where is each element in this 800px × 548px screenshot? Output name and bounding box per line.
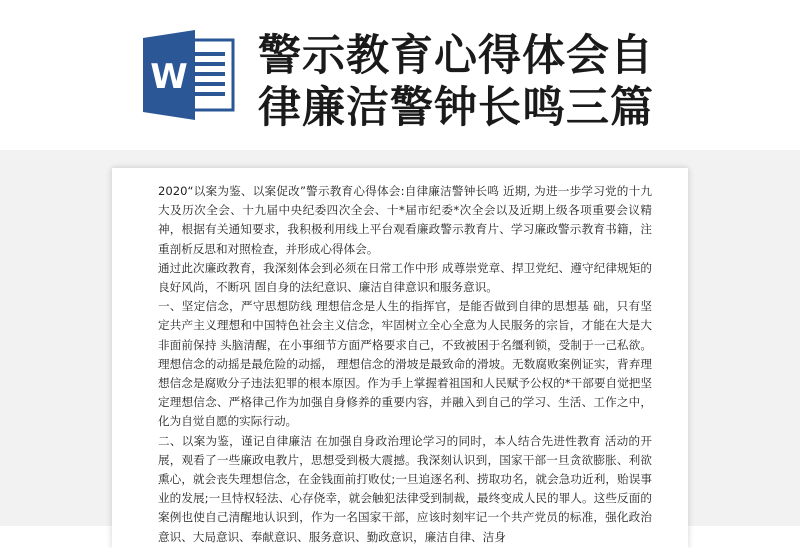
word-icon — [143, 30, 235, 120]
document-page — [112, 168, 688, 548]
document-body — [158, 182, 652, 547]
page-title — [258, 30, 778, 134]
title-line-2: 律廉洁警钟长鸣三篇 — [258, 83, 654, 133]
page-header — [0, 0, 800, 150]
title-line-1: 警示教育心得体会自 — [258, 31, 654, 81]
paragraph-1: 2020“以案为鉴、以案促改”警示教育心得体会:自律廉洁警钟长鸣 近期, 为进一步学习党的十九大及历次全会、十九届中央纪委四次全会、十*届市纪委*次全会以及近期上级各项重要会议精神，根据有关通知要求，我积极利用线上平台观看廉政警示教育片、学习廉政警示教育书籍，注重剖析反思和对照检查，并形成心得体会。 — [158, 184, 652, 256]
word-icon-letter: W — [150, 57, 188, 97]
paragraph-3: 一、坚定信念，严守思想防线 理想信念是人生的指挥官，是能否做到自律的思想基 础，只有坚定共产主义理想和中国特色社会主义信念，牢固树立全心全意为人民服务的宗旨，才能在大是大非面前保持 头脑清醒，在小事细节方面严格要求自己，不致被困于名缰利锁，受制于一己私欲。理想信念的动摇是最危险的动摇， 理想信念的滑坡是最致命的滑坡。无数腐败案例证实，背弃理想信念是腐败分子违法犯罪的根本原因。作为手上掌握着祖国和人民赋予公权的*干部要自觉把坚定理想信念、严格律己作为加强自身修养的重要内容，并融入到自己的学习、生活、工作之中，化为自觉自愿的实际行动。 — [158, 299, 652, 429]
paragraph-4: 二、以案为鉴，谨记自律廉洁 在加强自身政治理论学习的同时，本人结合先进性教育 活动的开展，观看了一些廉政电教片，思想受到极大震撼。我深刻认识到，国家干部一旦贪欲膨胀、利欲熏心，就会丧失理想信念，在金钱面前打败仗;一旦追逐名利、捞取功名，就会急功近利，贻误事业的发展;一旦恃权轻法、心存侥幸，就会触犯法律受到制裁，最终变成人民的罪人。这些反面的案例也使自己清醒地认识到，作为一名国家干部，应该时刻牢记一个共产党员的标准，强化政治意识、大局意识、奉献意识、服务意识、勤政意识，廉洁自律、洁身 — [158, 433, 652, 544]
paragraph-2: 通过此次廉政教育，我深刻体会到必须在日常工作中形 成尊崇党章、捍卫党纪、遵守纪律规矩的良好风尚，不断巩 固自身的法纪意识、廉洁自律意识和服务意识。 — [158, 260, 652, 295]
